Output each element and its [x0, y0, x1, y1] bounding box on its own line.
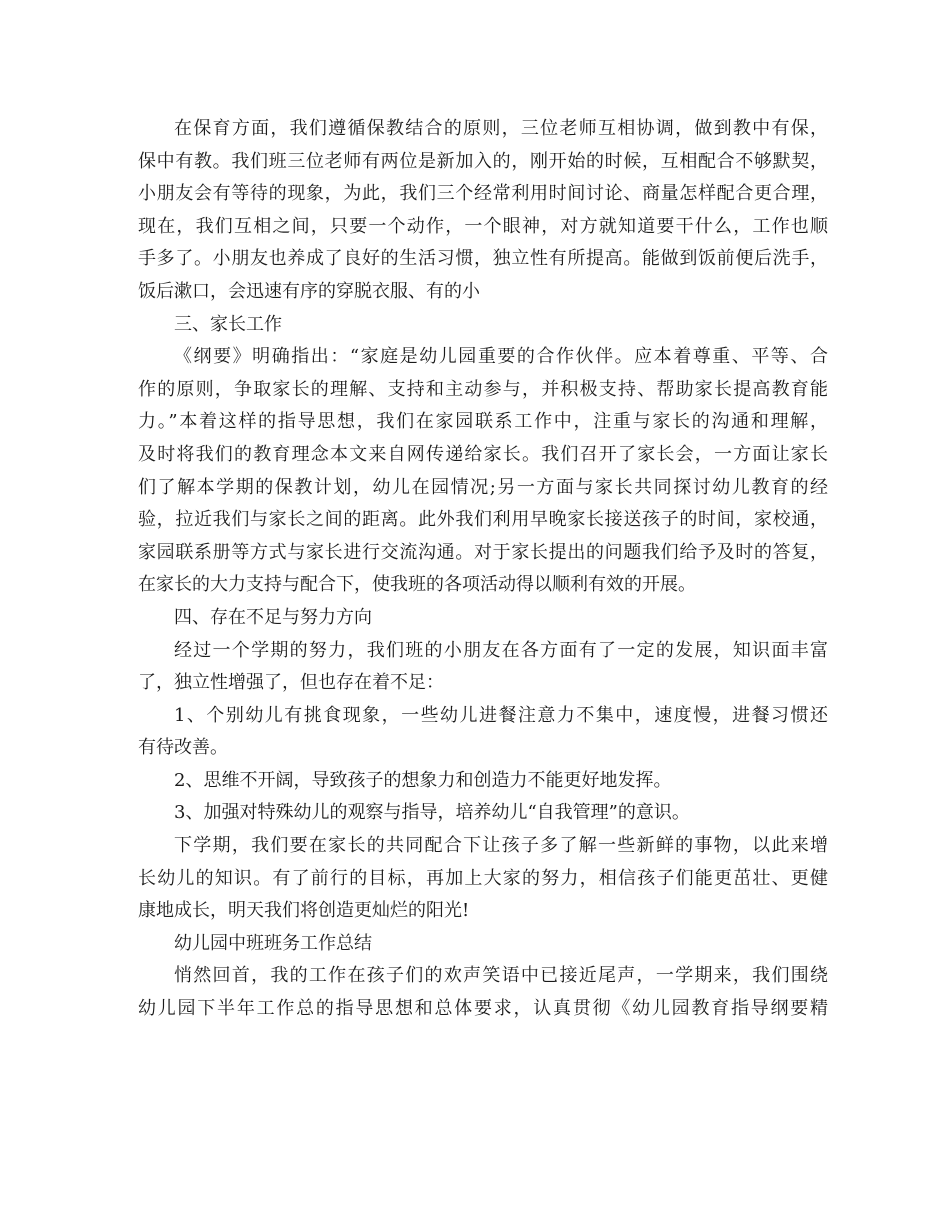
document-body — [138, 113, 828, 1026]
text-line: 康地成长，明天我们将创造更灿烂的阳光! — [138, 900, 470, 922]
text-line: 下学期，我们要在家长的共同配合下让孩子多了解一些新鲜的事物，以此来增 — [174, 835, 828, 857]
text-line: 在家长的大力支持与配合下，使我班的各项活动得以顺利有效的开展。 — [138, 574, 696, 596]
text-line: 现在，我们互相之间，只要一个动作，一个眼神，对方就知道要干什么，工作也顺 — [138, 215, 828, 237]
text-line: 力。”本着这样的指导思想，我们在家园联系工作中，注重与家长的沟通和理解， — [138, 411, 828, 433]
text-line: 保中有教。我们班三位老师有两位是新加入的，刚开始的时候，互相配合不够默契， — [138, 150, 828, 172]
text-line: 家园联系册等方式与家长进行交流沟通。对于家长提出的问题我们给予及时的答复， — [138, 541, 828, 563]
text-line: 3、加强对特殊幼儿的观察与指导，培养幼儿“自我管理”的意识。 — [174, 802, 690, 824]
text-line: 及时将我们的教育理念本文来自网传递给家长。我们召开了家长会，一方面让家长 — [138, 443, 828, 465]
text-line: 长幼儿的知识。有了前行的目标，再加上大家的努力，相信孩子们能更茁壮、更健 — [138, 867, 828, 889]
text-line: 《纲要》明确指出：“家庭是幼儿园重要的合作伙伴。应本着尊重、平等、合 — [174, 346, 828, 368]
text-line: 四、存在不足与努力方向 — [174, 606, 372, 628]
text-line: 作的原则，争取家长的理解、支持和主动参与，并积极支持、帮助家长提高教育能 — [138, 378, 828, 400]
text-line: 幼儿园中班班务工作总结 — [174, 932, 372, 954]
text-line: 在保育方面，我们遵循保教结合的原则，三位老师互相协调，做到教中有保， — [174, 118, 828, 139]
text-line: 了，独立性增强了，但也存在着不足： — [138, 672, 444, 694]
text-line: 2、思维不开阔，导致孩子的想象力和创造力不能更好地发挥。 — [174, 769, 672, 791]
text-line: 们了解本学期的保教计划，幼儿在园情况;另一方面与家长共同探讨幼儿教育的经 — [138, 476, 828, 498]
text-line: 幼儿园下半年工作总的指导思想和总体要求，认真贯彻《幼儿园教育指导纲要精 — [138, 998, 828, 1020]
text-line: 有待改善。 — [138, 737, 228, 759]
text-line: 饭后漱口，会迅速有序的穿脱衣服、有的小 — [138, 280, 480, 302]
text-line: 小朋友会有等待的现象，为此，我们三个经常利用时间讨论、商量怎样配合更合理， — [138, 183, 828, 205]
text-line: 经过一个学期的努力，我们班的小朋友在各方面有了一定的发展，知识面丰富 — [174, 639, 828, 661]
text-line: 验，拉近我们与家长之间的距离。此外我们利用早晚家长接送孩子的时间，家校通， — [138, 509, 828, 531]
text-line: 三、家长工作 — [174, 313, 282, 335]
text-line: 手多了。小朋友也养成了良好的生活习惯，独立性有所提高。能做到饭前便后洗手， — [138, 248, 828, 270]
text-line: 悄然回首，我的工作在孩子们的欢声笑语中已接近尾声，一学期来，我们围绕 — [174, 965, 828, 987]
text-line: 1、个别幼儿有挑食现象，一些幼儿进餐注意力不集中，速度慢，进餐习惯还 — [174, 704, 828, 726]
